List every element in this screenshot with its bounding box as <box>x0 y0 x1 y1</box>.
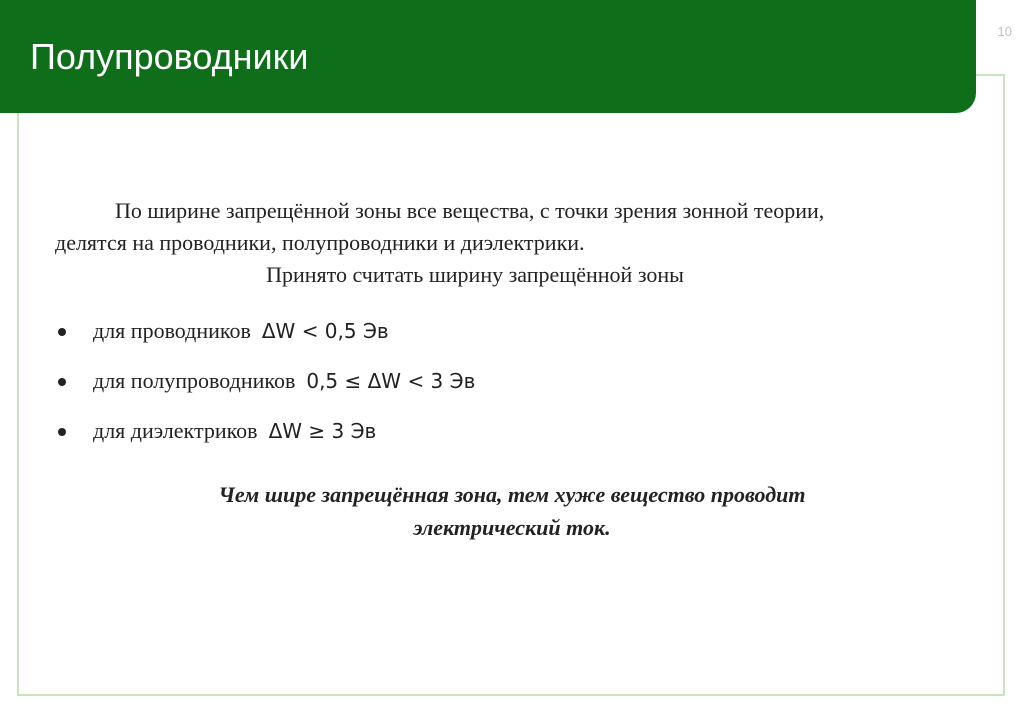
slide-header <box>0 0 976 113</box>
list-item-label: для полупроводников <box>93 368 296 393</box>
bullet-icon <box>58 428 66 436</box>
list-item-label: для проводников <box>93 318 251 343</box>
list-item-conductors <box>55 315 955 365</box>
list-item-formula: 0,5 ≤ ΔW < 3 Эв <box>306 369 476 393</box>
band-gap-list <box>55 315 955 465</box>
band-gap-paragraph: Принято считать ширину запрещённой зоны <box>266 262 684 287</box>
conclusion-line-1: Чем шире запрещённая зона, тем хуже вещество проводит <box>218 482 806 507</box>
list-item-semiconductors <box>55 365 955 415</box>
conclusion-text <box>0 478 1024 544</box>
bullet-icon <box>58 328 66 336</box>
intro-paragraph: По ширине запрещённой зоны все вещества, с точки зрения зонной теории, делятся на проводники, полупроводники и диэлектрики. <box>55 198 825 255</box>
list-item-dielectrics <box>55 415 955 465</box>
page-number: 10 <box>997 24 1012 39</box>
list-item-formula: ΔW < 0,5 Эв <box>261 319 389 343</box>
slide-title: Полупроводники <box>30 36 309 77</box>
list-item-formula: ΔW ≥ 3 Эв <box>268 419 377 443</box>
conclusion-line-2: электрический ток. <box>413 515 611 540</box>
list-item-label: для диэлектриков <box>93 418 258 443</box>
slide-content <box>55 195 955 465</box>
bullet-icon <box>58 378 66 386</box>
